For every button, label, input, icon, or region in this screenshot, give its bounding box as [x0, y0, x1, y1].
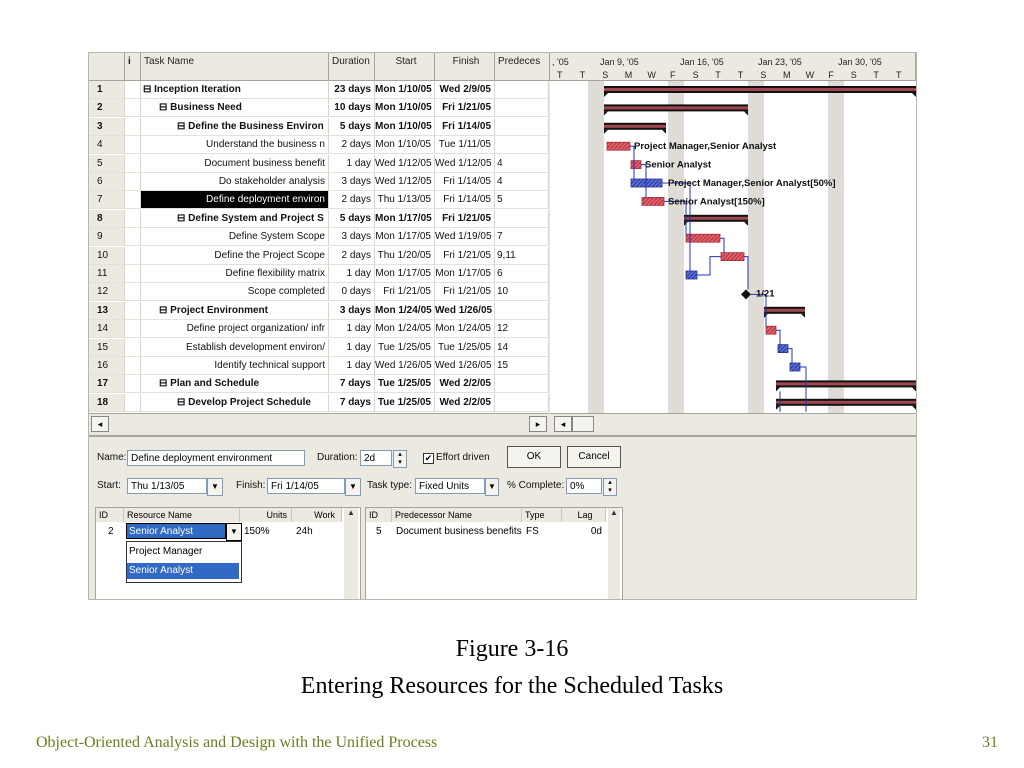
task-id[interactable]: 6 [89, 173, 125, 191]
task-finish[interactable]: Wed 2/9/05 [435, 81, 495, 99]
task-indicator[interactable] [125, 99, 141, 117]
task-duration[interactable]: 5 days [329, 210, 375, 228]
task-predecessors[interactable] [495, 394, 549, 412]
dependency-link [697, 257, 721, 275]
res-col-units: Units [240, 508, 292, 522]
summary-cap [744, 111, 748, 115]
summary-cap [744, 222, 748, 226]
task-row[interactable] [89, 320, 549, 338]
pred-row-lag[interactable]: 0d [590, 526, 602, 537]
timescale-week: Jan 23, '05 [758, 57, 802, 67]
task-name[interactable]: Establish development environ/ [141, 339, 329, 357]
pred-col-lag: Lag [562, 508, 606, 522]
task-duration[interactable]: 23 days [329, 81, 375, 99]
task-id[interactable]: 16 [89, 357, 125, 375]
task-bar [686, 271, 697, 279]
task-indicator[interactable] [125, 394, 141, 412]
footer-course-title: Object-Oriented Analysis and Design with the Unified Process [36, 734, 438, 751]
row-id-header [89, 53, 125, 81]
bar-resource-label: Senior Analyst [645, 159, 712, 171]
task-id[interactable]: 12 [89, 283, 125, 301]
task-row[interactable] [89, 357, 549, 375]
task-duration[interactable]: 1 day [329, 155, 375, 173]
bar-resource-label: Senior Analyst[150%] [668, 196, 765, 208]
task-id[interactable]: 15 [89, 339, 125, 357]
task-predecessors[interactable] [495, 99, 549, 117]
task-name[interactable]: ⊟ Business Need [141, 99, 329, 117]
task-start[interactable]: Mon 1/24/05 [375, 320, 435, 338]
chart-scroll-thumb[interactable] [572, 416, 594, 432]
effort-driven-label: Effort driven [436, 452, 490, 463]
summary-cap [912, 387, 916, 391]
task-id[interactable]: 14 [89, 320, 125, 338]
complete-spinner-icon[interactable]: ▴ ▾ [603, 478, 617, 496]
timescale-day: F [670, 70, 676, 80]
dependency-link [788, 349, 792, 363]
task-indicator[interactable] [125, 191, 141, 209]
ok-button[interactable]: OK [507, 446, 561, 468]
duration-spinner-icon[interactable]: ▴ ▾ [393, 450, 407, 468]
task-row[interactable] [89, 283, 549, 301]
task-predecessors[interactable] [495, 210, 549, 228]
task-finish[interactable]: Fri 1/14/05 [435, 173, 495, 191]
task-row[interactable] [89, 265, 549, 283]
task-predecessors[interactable] [495, 81, 549, 99]
resources-table[interactable] [95, 507, 361, 600]
task-predecessors[interactable]: 15 [495, 357, 549, 375]
task-indicator[interactable] [125, 283, 141, 301]
task-indicator[interactable] [125, 302, 141, 320]
summary-bar-highlight [604, 125, 666, 128]
res-row-units[interactable]: 150% [244, 526, 270, 537]
res-col-name: Resource Name [124, 508, 240, 522]
task-start[interactable]: Thu 1/13/05 [375, 191, 435, 209]
start-dropdown-icon[interactable]: ▼ [207, 478, 223, 496]
timescale-week: Jan 16, '05 [680, 57, 724, 67]
summary-cap [912, 406, 916, 410]
dropdown-option-project-manager[interactable]: Project Manager [129, 546, 203, 557]
task-type-field[interactable]: Fixed Units [415, 478, 485, 494]
task-indicator[interactable] [125, 339, 141, 357]
timescale-week: , '05 [552, 57, 569, 67]
task-bar [778, 345, 788, 353]
timescale-day: W [805, 70, 815, 80]
timescale-week: Jan 9, '05 [600, 57, 639, 67]
scroll-left-icon[interactable]: ◂ [91, 416, 109, 432]
gantt-chart[interactable] [550, 81, 916, 413]
pred-col-name: Predecessor Name [392, 508, 522, 522]
weekend-shade [668, 81, 684, 413]
info-column-icon: i [125, 53, 141, 81]
task-name[interactable]: Define deployment environ [141, 191, 329, 209]
task-name[interactable]: Document business benefit [141, 155, 329, 173]
task-indicator[interactable] [125, 118, 141, 136]
task-id[interactable]: 13 [89, 302, 125, 320]
task-row[interactable] [89, 118, 549, 136]
task-start[interactable]: Mon 1/10/05 [375, 118, 435, 136]
timescale-day: S [692, 70, 699, 80]
task-id[interactable]: 5 [89, 155, 125, 173]
task-indicator[interactable] [125, 375, 141, 393]
task-start[interactable]: Tue 1/25/05 [375, 375, 435, 393]
task-name[interactable]: Define flexibility matrix [141, 265, 329, 283]
task-duration[interactable]: 3 days [329, 173, 375, 191]
task-id[interactable]: 1 [89, 81, 125, 99]
task-row[interactable] [89, 302, 549, 320]
summary-cap [776, 406, 780, 410]
name-label: Name: [97, 452, 127, 463]
task-duration[interactable]: 3 days [329, 302, 375, 320]
summary-cap [776, 387, 780, 391]
start-field[interactable]: Thu 1/13/05 [127, 478, 207, 494]
task-start[interactable]: Mon 1/10/05 [375, 81, 435, 99]
task-duration[interactable]: 2 days [329, 191, 375, 209]
task-name[interactable]: ⊟ Develop Project Schedule [141, 394, 329, 412]
task-id[interactable]: 4 [89, 136, 125, 154]
task-row[interactable] [89, 210, 549, 228]
pred-col-type: Type [522, 508, 562, 522]
task-indicator[interactable] [125, 265, 141, 283]
start-header[interactable]: Start [375, 53, 435, 81]
start-label: Start: [97, 480, 121, 491]
timescale-day: T [557, 70, 563, 80]
task-indicator[interactable] [125, 357, 141, 375]
task-id[interactable]: 3 [89, 118, 125, 136]
timescale-day: T [737, 70, 744, 80]
summary-cap [604, 93, 608, 97]
task-start[interactable]: Wed 1/12/05 [375, 173, 435, 191]
task-bar [642, 197, 664, 205]
resource-dropdown-icon[interactable]: ▼ [226, 523, 242, 541]
bar-resource-label: Project Manager,Senior Analyst[50%] [668, 178, 836, 189]
weekend-shade [748, 81, 764, 413]
task-row[interactable] [89, 247, 549, 265]
task-id[interactable]: 2 [89, 99, 125, 117]
page-number: 31 [982, 734, 998, 751]
task-name[interactable]: Scope completed [141, 283, 329, 301]
task-duration[interactable]: 1 day [329, 339, 375, 357]
task-finish[interactable]: Wed 2/2/05 [435, 394, 495, 412]
predecessors-header[interactable]: Predeces [495, 53, 550, 81]
task-row[interactable] [89, 173, 549, 191]
project-window [88, 52, 917, 600]
task-finish[interactable]: Tue 1/11/05 [435, 136, 495, 154]
task-indicator[interactable] [125, 81, 141, 99]
task-start[interactable]: Mon 1/17/05 [375, 265, 435, 283]
timescale-day: M [783, 70, 791, 80]
task-indicator[interactable] [125, 155, 141, 173]
task-finish[interactable]: Mon 1/17/05 [435, 265, 495, 283]
res-scrollbar[interactable]: ▲ [344, 508, 358, 600]
task-grid[interactable] [89, 81, 549, 413]
task-finish[interactable]: Fri 1/14/05 [435, 118, 495, 136]
task-id[interactable]: 7 [89, 191, 125, 209]
timescale-day: F [828, 70, 834, 80]
res-col-id: ID [96, 508, 124, 522]
task-predecessors[interactable]: 10 [495, 283, 549, 301]
timescale-day: T [579, 70, 586, 80]
timescale-day: W [647, 70, 656, 80]
task-start[interactable]: Wed 1/12/05 [375, 155, 435, 173]
task-indicator[interactable] [125, 228, 141, 246]
task-name[interactable]: Define the Project Scope [141, 247, 329, 265]
task-indicator[interactable] [125, 247, 141, 265]
task-start[interactable]: Mon 1/17/05 [375, 210, 435, 228]
gantt-bars [550, 81, 916, 413]
task-row[interactable] [89, 136, 549, 154]
timescale-day: T [896, 70, 902, 80]
task-bar [790, 363, 800, 371]
task-predecessors[interactable]: 12 [495, 320, 549, 338]
dependency-link [776, 330, 780, 344]
task-row[interactable] [89, 375, 549, 393]
task-bar [686, 234, 720, 242]
task-name[interactable]: ⊟ Project Environment [141, 302, 329, 320]
finish-field[interactable]: Fri 1/14/05 [267, 478, 345, 494]
effort-driven-checkbox[interactable]: ✔ [424, 453, 433, 463]
summary-cap [604, 130, 608, 134]
task-start[interactable]: Thu 1/20/05 [375, 247, 435, 265]
resource-name-field[interactable]: Senior Analyst [126, 523, 226, 539]
predecessors-table[interactable] [365, 507, 623, 600]
task-finish[interactable]: Wed 1/26/05 [435, 302, 495, 320]
timescale-week: Jan 30, '05 [838, 57, 882, 67]
task-finish[interactable]: Mon 1/24/05 [435, 320, 495, 338]
summary-bar-highlight [776, 382, 916, 385]
task-duration[interactable]: 2 days [329, 247, 375, 265]
task-predecessors[interactable]: 6 [495, 265, 549, 283]
task-duration[interactable]: 7 days [329, 375, 375, 393]
pred-row-id: 5 [376, 526, 382, 537]
timescale-day: S [850, 70, 857, 80]
task-bar [631, 161, 641, 169]
task-duration[interactable]: 0 days [329, 283, 375, 301]
res-row-work[interactable]: 24h [296, 526, 313, 537]
task-duration[interactable]: 10 days [329, 99, 375, 117]
task-id[interactable]: 17 [89, 375, 125, 393]
task-duration[interactable]: 2 days [329, 136, 375, 154]
resource-dropdown-list[interactable] [126, 541, 242, 583]
task-start[interactable]: Mon 1/24/05 [375, 302, 435, 320]
res-col-work: Work [292, 508, 342, 522]
task-predecessors[interactable]: 9,11 [495, 247, 549, 265]
task-predecessors[interactable]: 14 [495, 339, 549, 357]
summary-cap [604, 111, 608, 115]
task-start[interactable]: Wed 1/26/05 [375, 357, 435, 375]
percent-complete-label: % Complete: [507, 480, 565, 491]
task-name[interactable]: ⊟ Define the Business Environ [141, 118, 329, 136]
task-finish[interactable]: Fri 1/14/05 [435, 191, 495, 209]
duration-field[interactable]: 2d [360, 450, 392, 466]
summary-cap [912, 93, 916, 97]
task-start[interactable]: Mon 1/10/05 [375, 99, 435, 117]
summary-bar-highlight [604, 88, 916, 91]
task-bar [721, 253, 744, 261]
task-finish[interactable]: Wed 1/19/05 [435, 228, 495, 246]
task-type-label: Task type: [367, 480, 413, 491]
task-name-header[interactable]: Task Name [141, 53, 329, 81]
task-form [89, 435, 916, 600]
timescale-day: T [715, 70, 721, 80]
bar-resource-label: 1/21 [756, 288, 775, 300]
task-start[interactable]: Fri 1/21/05 [375, 283, 435, 301]
task-duration[interactable]: 1 day [329, 320, 375, 338]
task-row[interactable] [89, 339, 549, 357]
scroll-right-icon[interactable]: ▸ [529, 416, 547, 432]
task-predecessors[interactable]: 5 [495, 191, 549, 209]
task-type-dropdown-icon[interactable]: ▼ [485, 478, 499, 496]
dropdown-option-senior-analyst[interactable]: Senior Analyst [127, 563, 239, 579]
name-field[interactable]: Define deployment environment [127, 450, 305, 466]
task-finish[interactable]: Wed 2/2/05 [435, 375, 495, 393]
task-id[interactable]: 10 [89, 247, 125, 265]
timescale-day: M [624, 70, 633, 80]
task-name[interactable]: Identify technical support [141, 357, 329, 375]
task-duration[interactable]: 1 day [329, 357, 375, 375]
finish-label: Finish: [236, 480, 266, 491]
duration-label: Duration: [317, 452, 358, 463]
task-predecessors[interactable]: 4 [495, 155, 549, 173]
task-finish[interactable]: Wed 1/12/05 [435, 155, 495, 173]
task-duration[interactable]: 7 days [329, 394, 375, 412]
weekend-shade [588, 81, 604, 413]
pred-scrollbar[interactable]: ▲ [608, 508, 620, 600]
summary-bar-highlight [776, 401, 916, 404]
task-start[interactable]: Tue 1/25/05 [375, 394, 435, 412]
task-indicator[interactable] [125, 136, 141, 154]
summary-bar-highlight [604, 106, 748, 109]
task-start[interactable]: Mon 1/17/05 [375, 228, 435, 246]
timescale-day: S [602, 70, 609, 80]
summary-cap [801, 314, 805, 318]
task-id[interactable]: 18 [89, 394, 125, 412]
weekend-shade [828, 81, 844, 413]
bar-resource-label: Project Manager,Senior Analyst [634, 141, 777, 153]
duration-header[interactable]: Duration [329, 53, 375, 81]
timescale-day: T [873, 70, 879, 80]
dependency-link [720, 238, 724, 252]
task-predecessors[interactable] [495, 375, 549, 393]
summary-bar-highlight [764, 309, 805, 312]
task-predecessors[interactable]: 4 [495, 173, 549, 191]
task-row[interactable] [89, 228, 549, 246]
task-duration[interactable]: 1 day [329, 265, 375, 283]
task-start[interactable]: Mon 1/10/05 [375, 136, 435, 154]
task-finish[interactable]: Fri 1/21/05 [435, 283, 495, 301]
task-predecessors[interactable] [495, 136, 549, 154]
task-finish[interactable]: Wed 1/26/05 [435, 357, 495, 375]
task-bar [766, 326, 776, 334]
task-row[interactable] [89, 99, 549, 117]
task-duration[interactable]: 5 days [329, 118, 375, 136]
task-name[interactable]: ⊟ Define System and Project S [141, 210, 329, 228]
finish-header[interactable]: Finish [435, 53, 495, 81]
task-name[interactable]: Do stakeholder analysis [141, 173, 329, 191]
task-predecessors[interactable] [495, 302, 549, 320]
task-finish[interactable]: Fri 1/21/05 [435, 247, 495, 265]
task-name[interactable]: ⊟ Plan and Schedule [141, 375, 329, 393]
summary-cap [662, 130, 666, 134]
task-finish[interactable]: Fri 1/21/05 [435, 210, 495, 228]
task-name[interactable]: Understand the business n [141, 136, 329, 154]
timescale-header [550, 53, 916, 81]
task-row[interactable] [89, 394, 549, 412]
task-id[interactable]: 8 [89, 210, 125, 228]
task-name[interactable]: ⊟ Inception Iteration [141, 81, 329, 99]
grid-scrollbar[interactable] [89, 413, 549, 432]
task-name[interactable]: Define project organization/ infr [141, 320, 329, 338]
pred-row-name[interactable]: Document business benefits [396, 526, 522, 537]
task-indicator[interactable] [125, 173, 141, 191]
pred-row-type[interactable]: FS [526, 526, 539, 537]
dependency-link [744, 257, 748, 290]
task-id[interactable]: 9 [89, 228, 125, 246]
chart-scrollbar[interactable] [550, 413, 916, 432]
figure-number: Figure 3-16 [455, 636, 569, 662]
task-predecessors[interactable]: 7 [495, 228, 549, 246]
percent-complete-field[interactable]: 0% [566, 478, 602, 494]
task-start[interactable]: Tue 1/25/05 [375, 339, 435, 357]
task-row[interactable] [89, 155, 549, 173]
finish-dropdown-icon[interactable]: ▼ [345, 478, 361, 496]
pred-col-id: ID [366, 508, 392, 522]
task-indicator[interactable] [125, 210, 141, 228]
timescale-day: S [760, 70, 767, 80]
task-finish[interactable]: Fri 1/21/05 [435, 99, 495, 117]
chart-scroll-left-icon[interactable]: ◂ [554, 416, 572, 432]
task-row[interactable] [89, 81, 549, 99]
task-predecessors[interactable] [495, 118, 549, 136]
task-indicator[interactable] [125, 320, 141, 338]
res-row-id: 2 [108, 526, 114, 537]
task-row[interactable] [89, 191, 549, 209]
task-bar [607, 142, 630, 150]
figure-title: Entering Resources for the Scheduled Tasks [300, 673, 724, 699]
task-finish[interactable]: Tue 1/25/05 [435, 339, 495, 357]
summary-bar-highlight [684, 217, 748, 220]
task-name[interactable]: Define System Scope [141, 228, 329, 246]
task-duration[interactable]: 3 days [329, 228, 375, 246]
task-id[interactable]: 11 [89, 265, 125, 283]
cancel-button[interactable]: Cancel [567, 446, 621, 468]
